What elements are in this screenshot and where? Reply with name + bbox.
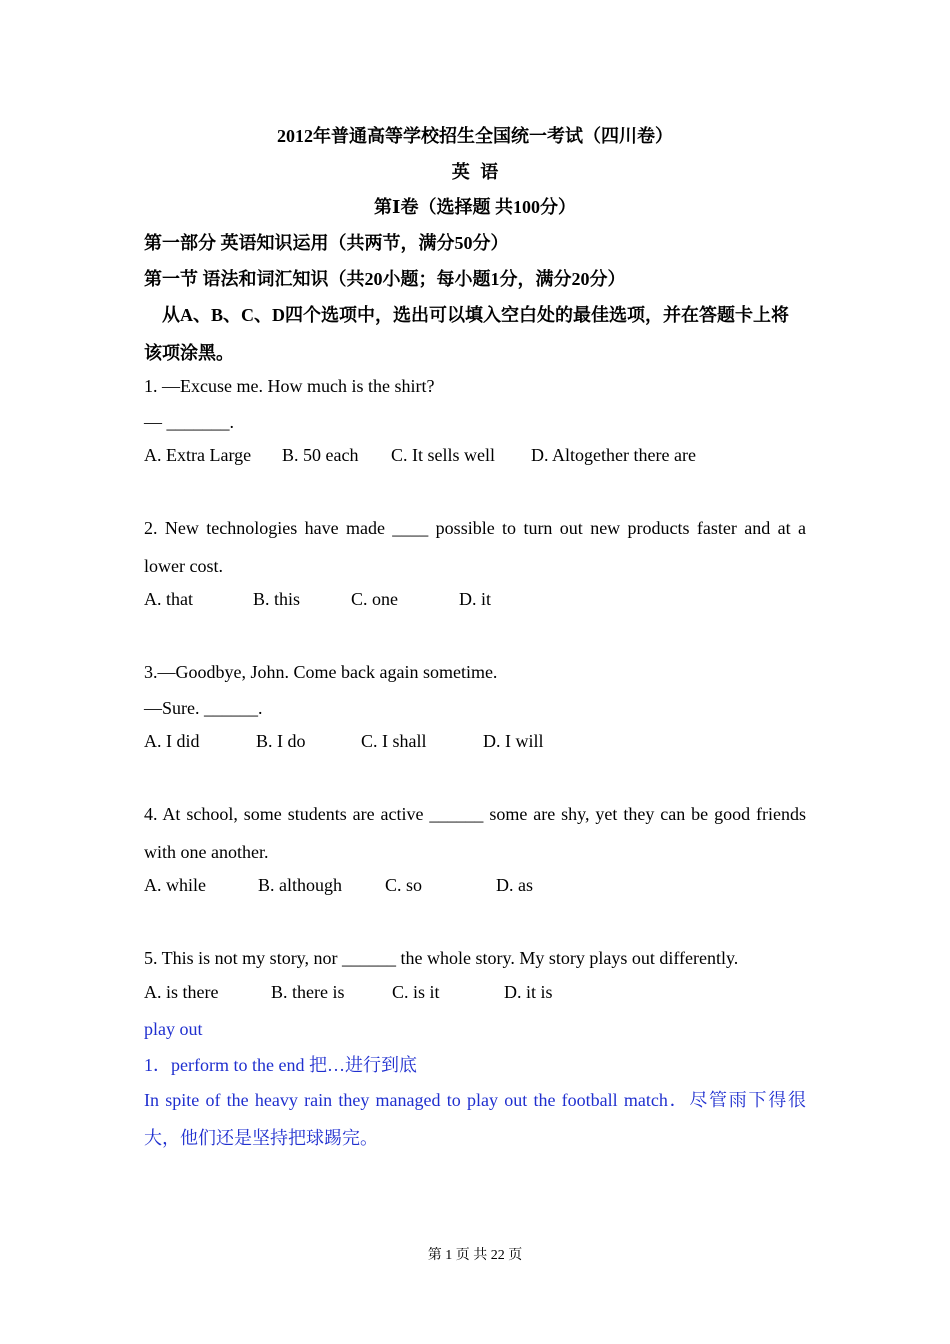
instruction-text: 从A、B、C、D四个选项中，选出可以填入空白处的最佳选项，并在答题卡上将该项涂黑。 [144,305,789,363]
option-b: B. this [253,589,301,609]
question-3-options [144,731,806,755]
question-4-options [144,875,806,899]
question-2-stem: 2. New technologies have made ____ possible to turn out new products faster and at a lower cost. [144,518,806,576]
exam-title: 2012年普通高等学校招生全国统一考试（四川卷） [277,126,673,146]
option-b: B. although [258,875,342,895]
option-d: D. it [459,589,492,609]
question-3-answer-line: —Sure. ______. [144,698,263,718]
question-1-stem: 1. —Excuse me. How much is the shirt? [144,376,435,396]
option-c: C. is it [392,982,440,1002]
note-example: In spite of the heavy rain they managed to play out the football match．尽管雨下得很大，他们还是坚持把球踢完。 [144,1090,806,1148]
question-3-stem: 3.—Goodbye, John. Come back again sometime. [144,662,498,682]
option-d: D. as [496,875,533,895]
option-a: A. I did [144,731,200,751]
option-a: A. while [144,875,206,895]
option-a: A. that [144,589,193,609]
option-d: D. I will [483,731,544,751]
part-heading: 第一部分 英语知识运用（共两节，满分50分） [144,233,509,253]
question-2-options [144,589,806,613]
question-1-options [144,445,806,469]
option-b: B. I do [256,731,306,751]
option-c: C. It sells well [391,445,495,465]
option-a: A. is there [144,982,219,1002]
section-heading: 第一节 语法和词汇知识（共20小题；每小题1分，满分20分） [144,269,626,289]
page-number: 第 1 页 共 22 页 [427,1248,523,1263]
question-1-answer-line: — _______. [144,412,234,432]
question-5-options [144,982,806,1006]
volume-title: 第Ⅰ卷（选择题 共100分） [374,197,576,217]
option-b: B. there is [271,982,345,1002]
note-term: play out [144,1019,203,1039]
option-d: D. Altogether there are [531,445,696,465]
option-a: A. Extra Large [144,445,252,465]
subject-title: 英 语 [451,162,499,182]
option-b: B. 50 each [282,445,359,465]
question-4-stem: 4. At school, some students are active ______ some are shy, yet they can be good friends with one another. [144,804,806,862]
question-5-stem: 5. This is not my story, nor ______ the whole story. My story plays out differently. [144,948,739,968]
option-c: C. I shall [361,731,427,751]
option-d: D. it is [504,982,553,1002]
option-c: C. one [351,589,398,609]
option-c: C. so [385,875,423,895]
note-definition: 1．perform to the end 把…进行到底 [144,1055,417,1075]
